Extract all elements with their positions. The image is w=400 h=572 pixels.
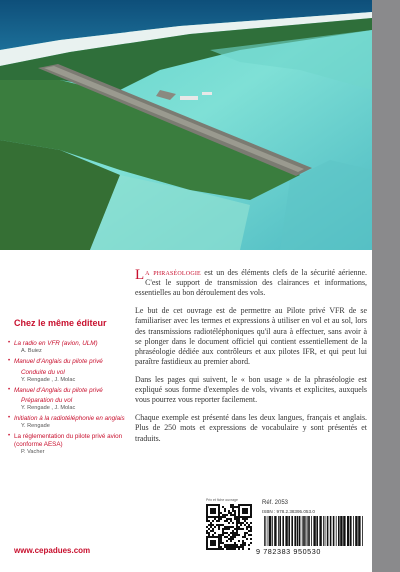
paragraph-usage: Dans les pages qui suivent, le « bon usage » de la phraséologie est expliqué sous forme d'exemples de vols, vivants et explicites, auxquels vous pourrez vous reporter facilement. [135,374,367,405]
qr-caption: Prix et fiche ouvrage [206,498,238,502]
book-title: Manuel d'Anglais du pilote privé [14,386,103,394]
book-title: Manuel d'Anglais du pilote privé [14,357,103,365]
same-publisher-heading: Chez le même éditeur [14,318,107,328]
reference-number: Réf. 2053 [262,500,289,506]
bullet-icon: • [8,415,11,422]
book-item [8,386,126,395]
bullet-icon: • [8,386,11,393]
bullet-icon: • [8,357,11,364]
intro-dropcap: L [135,267,145,283]
bullet-icon: • [8,433,11,440]
book-item [14,397,126,412]
book-item [8,357,126,366]
book-author: P. Vacher [21,448,45,455]
book-author: Y. Rengade , J. Molac [21,405,76,412]
book-author: Y. Rengade , J. Molac [21,376,76,383]
book-item [14,369,126,384]
publisher-website-link[interactable]: www.cepadues.com [14,546,91,555]
intro-smallcaps: a phraséologie [145,268,201,277]
book-title: Conduite du vol [21,368,65,376]
book-item [8,415,126,430]
book-title: La réglementation du pilote privé avion (conforme AESA) [14,433,123,448]
same-publisher-items [8,340,126,456]
book-item [8,433,126,456]
barcode-icon [262,516,366,546]
intro-rest: est un des éléments clefs de la sécurité aérienne. C'est le support de transmission des clairances et informations, essentielles au bon déroulement des vols. [135,268,367,298]
book-title: La radio en VFR (avion, ULM) [14,340,98,347]
book-author: Y. Rengade [21,423,50,430]
same-publisher-list [8,318,126,459]
intro-paragraph [135,268,367,298]
paragraph-languages: Chaque exemple est présenté dans les deux langues, français et anglais. Plus de 250 mots et expressions de vocabulaire y sont présentés et traduits. [135,413,367,443]
side-color-strip [372,0,400,572]
book-author: A. Buiez [21,347,42,354]
book-title: Préparation du vol [21,397,73,405]
paragraph-purpose: Le but de cet ouvrage est de permettre au Pilote privé VFR de se familiariser avec les termes et expressions à utiliser en vol et au sol, lors des transmissions radiotéléphoniques qu'il aura à effectuer, sans avoir à se plonger dans le document officiel qui contient essentiellement de la phraséologie dédiée aux contrôleurs et aux pilotes IFR, et qui peut lui paraître fastidieux au premier abord. [135,306,367,366]
book-title: Initiation à la radiotéléphonie en anglais [14,415,125,423]
isbn-number: ISBN : 978.2.38395.053.0 [262,509,315,514]
qr-code-icon [206,504,252,550]
main-description [135,268,367,452]
bullet-icon: • [8,340,11,346]
aerial-runway-photo [0,0,372,250]
book-item [8,340,126,355]
barcode-number: 9 782383 950530 [256,547,321,556]
